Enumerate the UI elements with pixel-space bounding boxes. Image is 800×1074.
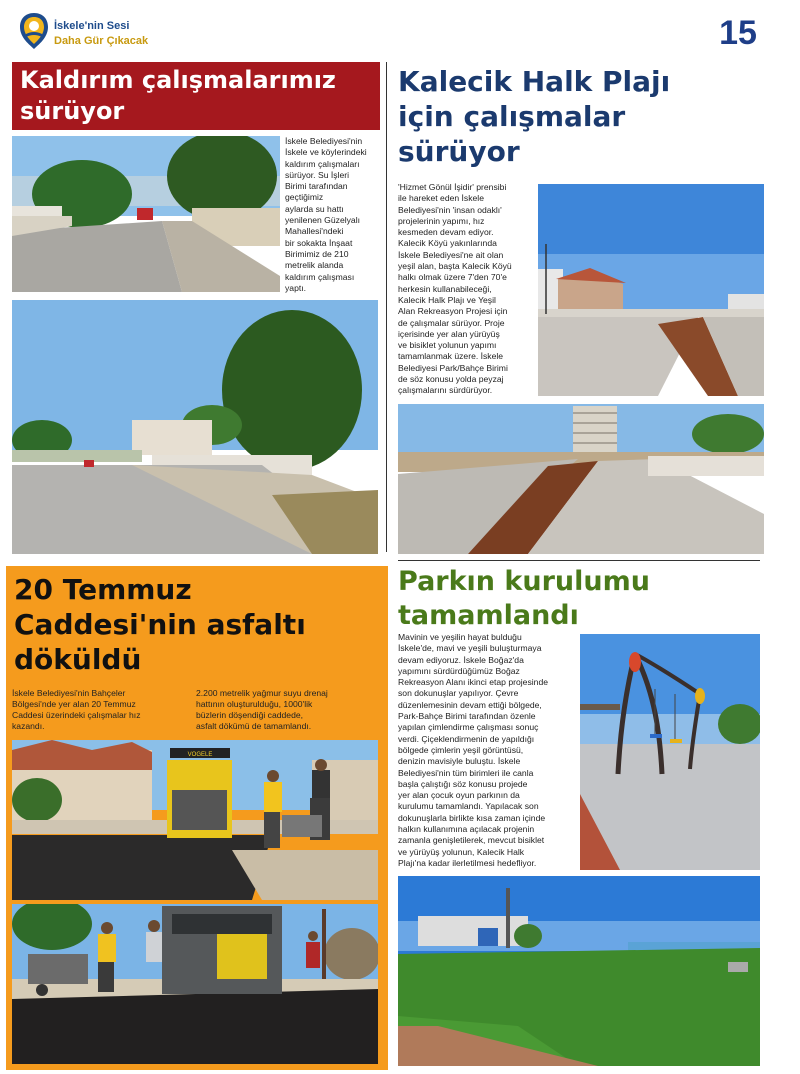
text-line: ve yürüyüş yolunun, Kalecik Halk	[398, 846, 525, 857]
text-line: Bölgesi'nde yer alan 20 Temmuz	[12, 699, 136, 709]
text-line: halkı olmak üzere 7'den 70'e	[398, 272, 507, 283]
section-divider	[398, 560, 760, 561]
asphalt-headline-line1: 20 Temmuz	[14, 573, 192, 606]
text-line: yaptı.	[285, 282, 307, 293]
text-line: tamamlanmak üzere. İskele	[398, 351, 504, 362]
text-line: Mavinin ve yeşilin hayat bulduğu	[398, 632, 522, 642]
text-line: Kalecik Halk Plajı ve Yeşil	[398, 294, 496, 305]
park-headline-line2: tamamlandı	[398, 600, 579, 631]
park-body	[398, 632, 578, 869]
beach-headline-line3: sürüyor	[398, 135, 520, 168]
text-line: kurulumu tamamlandı. Yapılacak son	[398, 801, 539, 812]
text-line: halkın kullanımına açılacak projenin	[398, 824, 535, 835]
beach-headline-line2: için çalışmalar	[398, 100, 626, 133]
text-line: 2.200 metrelik yağmur suyu drenaj	[196, 688, 328, 698]
text-line: Belediyesi Park/Bahçe Birimi	[398, 362, 508, 373]
text-line: verdi. Çiçeklendirmenin de yapıldığı	[398, 733, 535, 744]
text-line: içerisinde yer alan yürüyüş	[398, 328, 500, 339]
text-line: de söz konusu yolda peyzaj	[398, 374, 504, 385]
text-line: 'Hizmet Gönül İşidir' prensibi	[398, 182, 507, 192]
sidewalk-photo-2	[12, 300, 378, 554]
text-line: yapımını sürdürdüğümüz Boğaz	[398, 665, 520, 676]
text-line: denizin mavisiyle buluştu. İskele	[398, 756, 521, 767]
text-line: devam ediyoruz. İskele Boğaz'da	[398, 654, 524, 665]
text-line: İskele'de, mavi ve yeşili buluşturmaya	[398, 643, 542, 654]
sidewalk-headline-line2: sürüyor	[20, 97, 125, 125]
brand-slogan-line2: Daha Gür Çıkacak	[54, 35, 149, 47]
asphalt-photo-1	[12, 740, 378, 900]
text-line: bir sokakta İnşaat	[285, 237, 353, 248]
text-line: Birimimiz de 210	[285, 248, 349, 259]
text-line: kazandı.	[12, 721, 45, 731]
text-line: de çalışmalar sürüyor. Proje	[398, 317, 505, 328]
text-line: büzlerin döşendiği caddede,	[196, 710, 304, 720]
sidewalk-body	[285, 136, 385, 294]
municipality-logo-icon	[18, 12, 50, 50]
text-line: aylarda su hattı	[285, 203, 344, 214]
text-line: Kalecik Köyü yakınlarında	[398, 238, 497, 249]
text-line: yeşil alan, başta Kalecik Köyü	[398, 261, 512, 272]
text-line: Rekreasyon Alanı ikinci etap projesinde	[398, 677, 549, 688]
text-line: Birimi tarafından	[285, 181, 348, 192]
text-line: Mahallesi'ndeki	[285, 226, 344, 237]
column-divider	[386, 62, 387, 552]
asphalt-headline-line2: Caddesi'nin asfaltı	[14, 608, 306, 641]
text-line: kaldırım çalışması	[285, 271, 355, 282]
brand-slogan-line1: İskele'nin Sesi	[54, 20, 130, 32]
text-line: sürüyor. Su İşleri	[285, 169, 349, 180]
sidewalk-headline-line1: Kaldırım çalışmalarımız	[20, 66, 336, 94]
text-line: hattının oluşturulduğu, 1000'lik	[196, 699, 313, 709]
text-line: ve bisiklet yolunun yapımı	[398, 340, 497, 351]
text-line: yapılan çimlendirme çalışması sonuç	[398, 722, 539, 733]
park-headline-line1: Parkın kurulumu	[398, 566, 650, 597]
park-photo-playground	[580, 634, 760, 870]
text-line: düzenlemesinin devam ettiği bölgede,	[398, 699, 542, 710]
sidewalk-headline	[12, 62, 380, 130]
paver-brand-text: VOGELE	[187, 752, 213, 758]
text-line: son dokunuşlar yapılıyor. Çevre	[398, 688, 519, 699]
text-line: zamanla genişletilerek, mevcut bisiklet	[398, 835, 545, 846]
asphalt-headline-line3: döküldü	[14, 643, 142, 676]
text-line: bölgede çimlerin yeşil görüntüsü,	[398, 744, 524, 755]
beach-body	[398, 182, 536, 397]
sidewalk-photo-1	[12, 136, 280, 292]
text-line: yenilenen Güzelyalı	[285, 215, 361, 226]
park-headline	[398, 565, 778, 633]
text-line: projelerinin yapımı, hız	[398, 215, 485, 226]
asphalt-body-col1	[12, 688, 192, 732]
text-line: Alan Rekreasyon Projesi için	[398, 306, 508, 317]
text-line: İskele Belediyesi'ne ait olan	[398, 249, 504, 260]
beach-headline	[398, 64, 778, 169]
beach-headline-line1: Kalecik Halk Plajı	[398, 65, 671, 98]
text-line: Belediyesi'nin tüm birimleri ile canla	[398, 767, 534, 778]
text-line: İskele ve köylerindeki	[285, 147, 367, 158]
text-line: asfalt dökümü de tamamlandı.	[196, 721, 312, 731]
text-line: ile hareket eden İskele	[398, 193, 484, 204]
text-line: geçtiğimiz	[285, 192, 324, 203]
text-line: Belediyesi'nin 'insan odaklı'	[398, 204, 502, 215]
asphalt-headline	[14, 572, 380, 677]
text-line: metrelik alanda	[285, 260, 344, 271]
text-line: herkesin kullanabileceği,	[398, 283, 492, 294]
text-line: Plajı'na kadar ilerletilmesi hedefliyor.	[398, 857, 537, 868]
asphalt-photo-2	[12, 904, 378, 1064]
text-line: kaldırım çalışmaları	[285, 158, 360, 169]
text-line: yer alan çocuk oyun parkının da	[398, 790, 520, 801]
text-line: İskele Belediyesi'nin Bahçeler	[12, 688, 126, 698]
text-line: Caddesi üzerindeki çalışmalar hız	[12, 710, 141, 720]
park-photo-lawn	[398, 876, 760, 1066]
text-line: kesmeden devam ediyor.	[398, 227, 494, 238]
asphalt-body-col2	[196, 688, 382, 732]
text-line: Park-Bahçe Birimi tarafından özenle	[398, 711, 536, 722]
text-line: çalışmalarını sürdürüyor.	[398, 385, 493, 396]
beach-photo-1	[538, 184, 764, 396]
beach-photo-2	[398, 404, 764, 554]
text-line: başla çalıştığı söz konusu projede	[398, 778, 528, 789]
text-line: İskele Belediyesi'nin	[285, 136, 363, 146]
text-line: dokunuşlarla birlikte kısa zaman içinde	[398, 812, 546, 823]
page-number: 15	[719, 14, 757, 52]
